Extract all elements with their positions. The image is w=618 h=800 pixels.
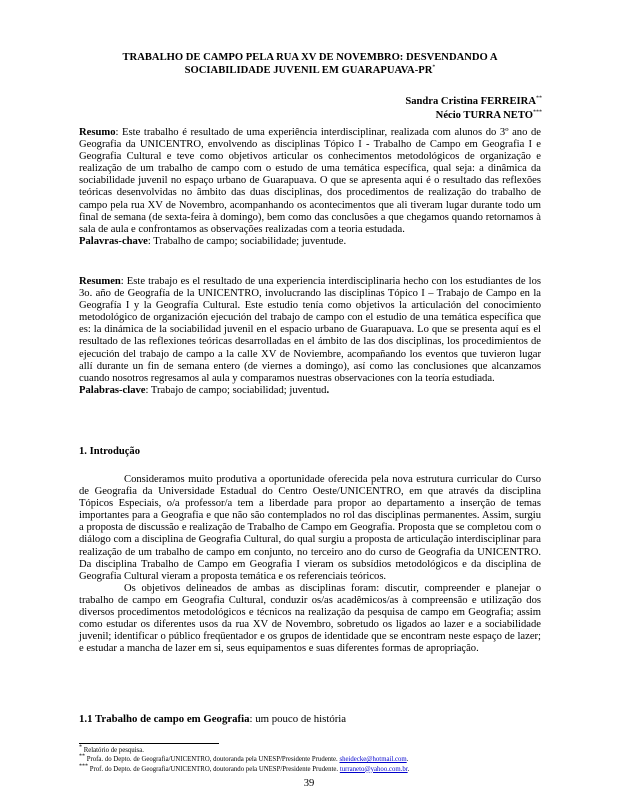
resumo-paragraph [79, 127, 541, 236]
footnote-3 [79, 765, 549, 774]
footnote-3-marker: *** [79, 763, 88, 770]
resumen-paragraph [79, 276, 541, 385]
abstract-portuguese [79, 127, 541, 248]
resumen-text: : Este trabajo es el resultado de una experiencia interdisciplinaria hecho con los estudiantes de los 3o. año de Geografía de la UNICENTRO, involucrando las disciplinas Tópico I – Trabajo de Campo en la Geografía I y la Geografía Cultural. Este estudio tenía como objetivos la articulación del conocimiento metodológico de organización ejecución del trabajo de campo con el estudio de una temática específica que es: la dinámica de la sociabilidad juvenil en el espacio urbano de Guarapuava. Lo que se presenta aquí es el resultado de las reflexiones teóricas desarrolladas en el ámbito de las dos disciplinas, los procedimientos de ejecución del trabajo de campo a la calle XV de Noviembre, acompañando los eventos que tuvieron lugar allí durante un fin de semana entero (de viernes a domingo), así como las conclusiones que alcanzamos cuando nosotros regresamos al aula y comparamos nuestras observaciones con la teoría estudiada. [79, 276, 541, 384]
resumo-text: : Este trabalho é resultado de uma experiência interdisciplinar, realizada com alunos do 3º ano de Geografia da UNICENTRO, envolvendo as disciplinas Tópico I - Trabalho de Campo em Geografia I e Geografia Cultural e teve como objetivos articular os conhecimentos metodológicos de organização e realização de um trabalho de campo com o estudo de uma temática específica, qual seja: a dinâmica da sociabilidade juvenil no espaço urbano de Guarapuava. O que se apresenta aqui é o resultado das reflexões teóricas desenvolvidas no âmbito das duas disciplinas, dos procedimentos de realização do trabalho de campo pela rua XV de Novembro, acompanhando os acontecimentos que ali tiveram lugar durante todo um final de semana (de sexta-feira à domingo), bem como das conclusões a que chegamos quando retornamos à sala de aula e confrontamos as observações realizadas com a teoria estudada. [79, 127, 541, 235]
section-heading-introducao: 1. Introdução [79, 446, 141, 457]
title-footnote-marker: * [432, 64, 436, 71]
author-list [405, 95, 542, 123]
footnote-2-end: . [406, 756, 409, 764]
resumen-label: Resumen [79, 276, 121, 287]
author-2-marker: *** [533, 109, 542, 116]
paragraph-1: Consideramos muito produtiva a oportunidade oferecida pela nova estrutura curricular do Curso de Geografia da Universidade Estadual do Centro Oeste/UNICENTRO, em que através da disciplina Tópicos Especiais, o/a professor/a tem a liberdade para propor ao departamento a inserção de temas importantes para a Geografia e que não são contemplados no rol das disciplinas permanentes. Assim, surgiu a proposta de discussão e realização de Trabalho de Campo em Geografia. Proposta que se completou com o diálogo com a disciplina de Geografia Cultural, do qual surgiu a proposta de articulação interdisciplinar para realização de um trabalho de campo em conjunto, no terceiro ano do curso de Geografia da UNICENTRO. Da disciplina Trabalho de Campo em Geografia I vieram os subsídios metodológicos e da disciplina de Geografia Cultural vieram a proposta temática e os referenciais teóricos. [79, 474, 541, 582]
paper-title [100, 51, 520, 77]
footnotes [79, 746, 549, 774]
footnote-1 [79, 746, 549, 755]
page-number: 39 [303, 778, 315, 789]
subsection-heading-bold: 1.1 Trabalho de campo em Geografia [79, 713, 250, 725]
footnote-3-email-link[interactable]: turraneto@yahoo.com.br [339, 765, 408, 773]
paragraph-2: Os objetivos delineados de ambas as disciplinas foram: discutir, compreender e planejar o trabalho de campo em Geografia Cultural, conduzir os/as acadêmicos/as à compreensão e utilização dos diversos procedimentos metodológicos e técnicos na realização da pesquisa de campo em Geografia; assim como estudar os diferentes usos da rua XV de Novembro, sobretudo os ligados ao lazer e a sociabilidade juvenil; identificar o público freqüentador e os grupos de identidade que se encontram neste espaço de lazer; e estudar a mancha de lazer em si, seus equipamentos e suas diferentes formas de apropriação. [79, 582, 541, 655]
footnote-2-marker: ** [79, 754, 85, 761]
footnote-3-text: Prof. do Depto. de Geografia/UNICENTRO, doutorando pela UNESP/Presidente Prudente. [88, 765, 340, 773]
footnote-2 [79, 755, 549, 764]
footnote-2-text: Profa. do Depto. de Geografia/UNICENTRO, doutoranda pela UNESP/Presidente Prudente. [85, 756, 340, 764]
author-1 [405, 95, 542, 109]
resumen-keywords-label: Palabras-clave [79, 384, 146, 396]
resumen-keywords [79, 385, 541, 397]
resumen-keywords-end: . [326, 384, 330, 396]
title-line-2-text: SOCIABILIDADE JUVENIL EM GUARAPUAVA-PR [184, 65, 433, 76]
author-1-marker: ** [536, 95, 542, 102]
footnote-divider [79, 743, 219, 744]
author-2 [405, 109, 542, 123]
footnote-1-marker: * [79, 744, 82, 751]
section-body-introducao [79, 474, 541, 655]
resumo-label: Resumo [79, 127, 116, 138]
subsection-heading [79, 713, 346, 725]
footnote-1-text: Relatório de pesquisa. [82, 747, 144, 754]
author-2-name: Nécio TURRA NETO [435, 110, 533, 121]
footnote-3-end: . [407, 765, 410, 773]
title-line-2 [100, 64, 520, 77]
author-1-name: Sandra Cristina FERREIRA [405, 96, 536, 107]
title-line-1: TRABALHO DE CAMPO PELA RUA XV DE NOVEMBRO: DESVENDANDO A [122, 52, 498, 63]
resumo-keywords [79, 236, 541, 248]
footnote-2-email-link[interactable]: sheidecke@hotmail.com [339, 756, 407, 764]
resumo-keywords-text: : Trabalho de campo; sociabilidade; juventude. [147, 235, 347, 247]
resumen-keywords-text: : Trabajo de campo; sociabilidad; juventud [145, 384, 327, 396]
subsection-heading-rest: : um pouco de história [249, 713, 347, 725]
resumo-keywords-label: Palavras-chave [79, 235, 148, 247]
abstract-spanish [79, 276, 541, 397]
